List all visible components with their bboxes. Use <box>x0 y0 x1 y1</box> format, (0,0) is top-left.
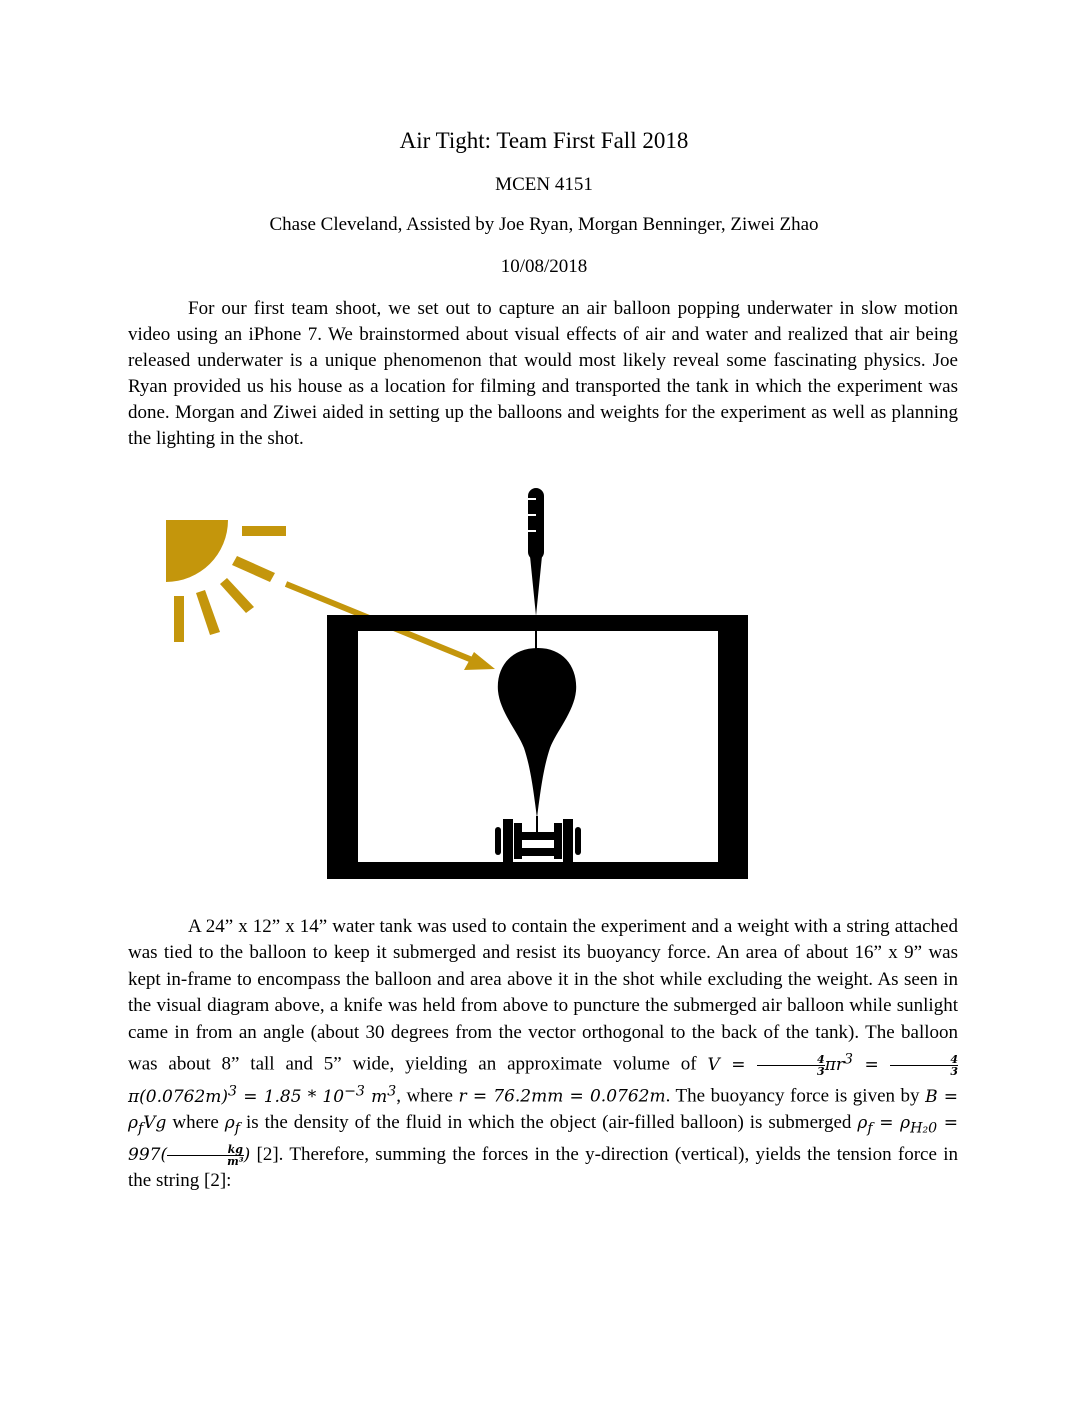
intro-paragraph: For our first team shoot, we set out to capture an air balloon popping underwater in slow motion video using an iPhone 7. We brainstormed about visual effects of air and water and realized that air being released underwater is a unique phenomenon that would most likely reveal some fascinating physics. Joe Ryan provided us his house as a location for filming and transported the tank in which the experiment was done. Morgan and Ziwei aided in setting up the balloons and weights for the experiment as well as planning the lighting in the shot. <box>128 298 958 449</box>
date-line: 10/08/2018 <box>500 256 588 277</box>
authors-line: Chase Cleveland, Assisted by Joe Ryan, Morgan Benninger, Ziwei Zhao <box>269 214 819 235</box>
density-equation: $\rho_f = \rho_{H_20} = 997$( $\frac{kg}{\text{m³}}$ ) <box>128 1113 958 1168</box>
volume-equation: V = $\frac{4}{3}$ $\pi r^3$ = $\frac{4}{3}$ $\pi(0.0762m)^3 = 1.85 * 10^{-3}$ $m^3$ <box>128 1051 958 1107</box>
experiment-diagram <box>160 486 760 886</box>
course-code: MCEN 4151 <box>495 174 593 195</box>
rho-symbol: $\rho_f$ <box>224 1113 241 1137</box>
page-title: Air Tight: Team First Fall 2018 <box>399 128 689 153</box>
radius-equation: r = 76.2mm = 0.0762m <box>458 1086 666 1107</box>
buoyancy-equation: $B = \rho_fVg$ <box>128 1086 959 1137</box>
balloon-icon <box>498 648 576 836</box>
method-paragraph: A 24” x 12” x 14” water tank was used to contain the experiment and a weight with a string attached was tied to the balloon to keep it submerged and resist its buoyancy force. An area of about 16” x 9” was kept in-frame to encompass the balloon and area above it in the shot while excluding the weight. As seen in the visual diagram above, a knife was held from above to puncture the submerged air balloon while sunlight came in from an angle (about 30 degrees from the vector orthogonal to the back of the tank). The balloon was about 8” tall and 5” wide, yielding an approximate volume of V = $\frac{4}{3}$ $\pi r^3$ = $\frac{4}{3}$ $\pi(0.0762m)^3 = 1.85 * 10^{-3}$ $m^3$, where r = 76.2mm = 0.0762m. The buoyancy force is given by $B = \rho_fVg$ where $\rho_f$ is the density of the fluid in which the object (air-filled balloon) is submerged $\rho_f = \rho_{H_20} = 997$( $\frac{kg}{\text{m³}}$ ) [2]. Therefore, summing the forces in the y-direction (vertical), yields the tension force in the string [2]: <box>128 916 959 1192</box>
